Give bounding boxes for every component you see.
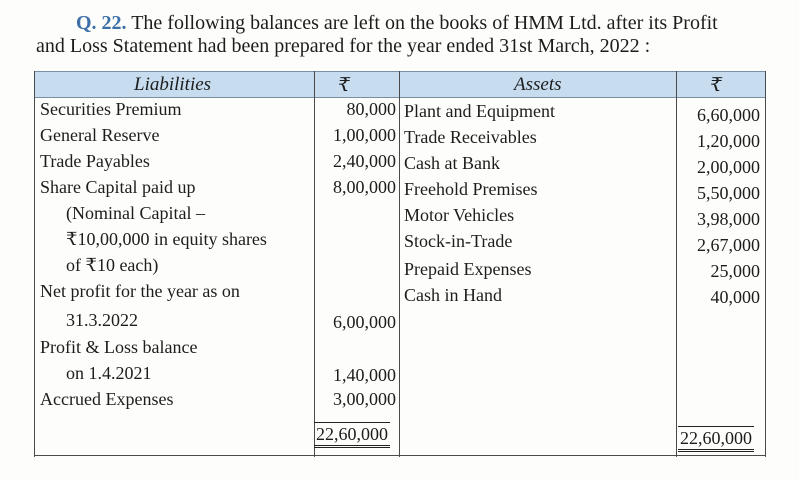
asset-total: 22,60,000: [678, 426, 754, 452]
asset-label: Trade Receivables: [404, 127, 537, 147]
asset-label: Stock-in-Trade: [404, 231, 513, 251]
column-divider-1: [314, 71, 315, 457]
asset-amount: 3,98,000: [697, 209, 760, 229]
liability-amount: 6,00,000: [333, 312, 396, 332]
liability-label: Share Capital paid up: [40, 177, 196, 197]
header-rupee-liabilities: ₹: [338, 75, 351, 96]
asset-label: Cash at Bank: [404, 153, 500, 173]
liability-label: on 1.4.2021: [66, 363, 152, 383]
asset-label: Motor Vehicles: [404, 205, 515, 225]
asset-amount: 1,20,000: [697, 131, 760, 151]
column-divider-3: [676, 71, 677, 457]
asset-amount: 40,000: [710, 287, 760, 307]
liability-total: 22,60,000: [314, 422, 390, 448]
liability-amount: 80,000: [346, 99, 396, 119]
liability-label: Profit & Loss balance: [40, 337, 198, 357]
asset-label: Plant and Equipment: [404, 101, 555, 121]
question-number: Q. 22.: [76, 12, 127, 34]
liability-label: General Reserve: [40, 125, 160, 145]
table-header: [34, 71, 766, 98]
asset-label: Freehold Premises: [404, 179, 538, 199]
balance-table: [34, 71, 766, 457]
liability-label: (Nominal Capital –: [66, 203, 205, 223]
asset-amount: 6,60,000: [697, 105, 760, 125]
liability-amount: 2,40,000: [333, 151, 396, 171]
table-bottom-border: [34, 455, 766, 456]
liability-label: Net profit for the year as on: [40, 281, 240, 301]
liability-amount: 1,00,000: [333, 125, 396, 145]
question-text: [36, 12, 786, 58]
asset-amount: 2,00,000: [697, 157, 760, 177]
liability-label: ₹10,00,000 in equity shares: [66, 229, 267, 249]
asset-amount: 5,50,000: [697, 183, 760, 203]
question-line-1: [36, 12, 786, 35]
asset-label: Cash in Hand: [404, 285, 502, 305]
liability-amount: 8,00,000: [333, 177, 396, 197]
liability-amount: 1,40,000: [333, 365, 396, 385]
table-border-right: [765, 71, 766, 457]
header-rupee-assets: ₹: [710, 75, 723, 96]
liability-label: of ₹10 each): [66, 255, 159, 275]
question-line-1-text: The following balances are left on the books of HMM Ltd. after its Profit: [131, 12, 718, 34]
header-assets: Assets: [514, 74, 562, 95]
liability-label: 31.3.2022: [66, 310, 138, 330]
header-liabilities: Liabilities: [134, 74, 212, 95]
asset-amount: 25,000: [710, 261, 760, 281]
question-line-2: and Loss Statement had been prepared for the year ended 31st March, 2022 :: [36, 35, 651, 57]
table-border-left: [34, 71, 35, 457]
liability-amount: 3,00,000: [333, 389, 396, 409]
liability-label: Trade Payables: [40, 151, 150, 171]
column-divider-2: [399, 71, 400, 457]
liability-label: Securities Premium: [40, 99, 182, 119]
asset-amount: 2,67,000: [697, 235, 760, 255]
liability-label: Accrued Expenses: [40, 389, 174, 409]
asset-label: Prepaid Expenses: [404, 259, 532, 279]
